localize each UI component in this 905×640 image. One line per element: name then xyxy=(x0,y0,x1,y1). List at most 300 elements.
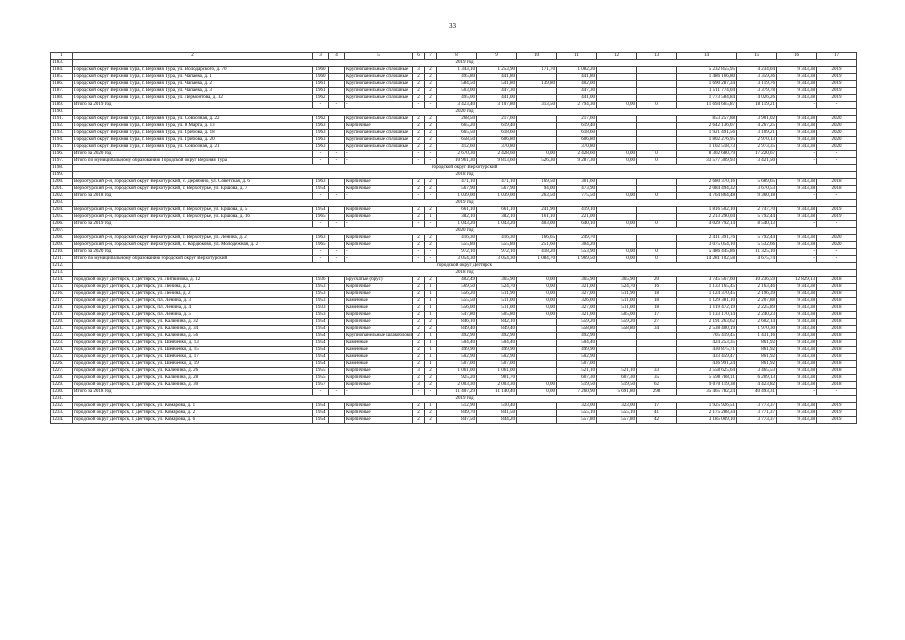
table-cell: 2 xyxy=(413,326,425,333)
table-cell: 419,10 xyxy=(557,207,597,214)
table-cell: 1954 xyxy=(313,319,329,326)
table-cell: 9 343,38 xyxy=(777,242,817,249)
table-cell: 441,00 xyxy=(557,95,597,102)
table-cell: городской округ Дегтярск, г. Дегтярск, ул. Литвинова, д. 12 xyxy=(73,277,313,284)
table-cell: 2 xyxy=(413,319,425,326)
table-row xyxy=(51,410,857,417)
table-cell: 365,90 xyxy=(557,277,597,284)
table-cell: - xyxy=(329,158,345,165)
table-cell: 3 901,02 xyxy=(737,116,777,123)
table-cell: 1 133 170,14 xyxy=(677,312,737,319)
table-cell: 2 xyxy=(413,130,425,137)
section-title: 2018 год xyxy=(73,270,857,277)
table-cell: 665,20 xyxy=(437,123,477,130)
table-cell: 2 207,88 xyxy=(737,298,777,305)
table-cell xyxy=(597,186,637,193)
table-row xyxy=(51,347,857,354)
table-cell: 4 423,82 xyxy=(737,382,777,389)
table-cell: 2 xyxy=(413,74,425,81)
table-cell: 18 xyxy=(637,291,677,298)
table-cell: 2 xyxy=(425,74,437,81)
table-cell: - xyxy=(817,158,857,165)
column-number-cell: 4 xyxy=(329,53,345,60)
table-cell: 2018 xyxy=(817,312,857,319)
table-cell: городской округ Дегтярск, г. Дегтярск, ул. Калинина, д. 34 xyxy=(73,326,313,333)
table-cell xyxy=(517,361,557,368)
table-cell: 0 xyxy=(637,249,677,256)
table-cell: 705 419,45 xyxy=(677,333,737,340)
table-cell xyxy=(329,88,345,95)
table-cell: 0,00 xyxy=(597,158,637,165)
table-cell xyxy=(637,347,677,354)
table-cell: 4 764 864,48 xyxy=(677,193,737,200)
column-number-cell: 2 xyxy=(73,53,313,60)
table-cell: - xyxy=(413,389,425,396)
table-cell: 18 xyxy=(637,305,677,312)
table-cell xyxy=(517,368,557,375)
table-cell xyxy=(329,347,345,354)
table-cell xyxy=(329,179,345,186)
table-cell xyxy=(597,340,637,347)
table-cell: 567,90 xyxy=(437,186,477,193)
table-cell: 1954 xyxy=(313,340,329,347)
table-cell: 2019 xyxy=(817,403,857,410)
table-cell: 34 xyxy=(637,326,677,333)
table-cell: 2 xyxy=(425,179,437,186)
table-cell: 1222. xyxy=(51,333,73,340)
table-cell: 1 802 276,95 xyxy=(677,137,737,144)
table-cell: 2018 xyxy=(817,326,857,333)
table-cell: 9 343,38 xyxy=(777,417,817,424)
table-cell: - xyxy=(425,249,437,256)
table-cell: 2 xyxy=(413,340,425,347)
column-number-cell: 3 xyxy=(313,53,329,60)
table-cell: 1193. xyxy=(51,130,73,137)
table-cell: 1196. xyxy=(51,151,73,158)
row-number: 1207. xyxy=(51,228,73,235)
table-cell: 499,90 xyxy=(477,347,517,354)
table-cell: 9 343,38 xyxy=(777,305,817,312)
table-cell: 1229. xyxy=(51,382,73,389)
table-row xyxy=(51,368,857,375)
table-cell: 1211. xyxy=(51,256,73,263)
table-cell xyxy=(329,375,345,382)
table-cell: 495,80 xyxy=(437,74,477,81)
table-row xyxy=(51,193,857,200)
table-cell: 3 773,37 xyxy=(737,417,777,424)
table-cell xyxy=(517,74,557,81)
table-cell: 1228. xyxy=(51,375,73,382)
table-cell: 2 xyxy=(413,214,425,221)
table-cell: Крупнопанельные сплошные xyxy=(345,74,413,81)
table-cell: 505,80 xyxy=(477,312,517,319)
table-cell xyxy=(637,130,677,137)
table-cell: - xyxy=(313,151,329,158)
table-cell: 1954 xyxy=(313,354,329,361)
table-cell: 1954 xyxy=(313,361,329,368)
table-cell: 3 054,30 xyxy=(477,256,517,263)
table-cell: 2 794,30 xyxy=(557,102,597,109)
table-cell: - xyxy=(345,249,413,256)
table-row xyxy=(51,256,857,263)
table-cell: 424 253,35 xyxy=(677,340,737,347)
table-cell: 2019 xyxy=(817,207,857,214)
table-cell: 9 343,38 xyxy=(777,186,817,193)
table-cell: 441,00 xyxy=(477,95,517,102)
table-cell: Каменные xyxy=(345,340,413,347)
table-cell: 847,50 xyxy=(437,417,477,424)
table-cell: Верхотурский р-н, городской округ Верхотурский, с. Дерябино, ул. Советская, д. 6 xyxy=(73,179,313,186)
table-cell: 2 003,30 xyxy=(437,382,477,389)
table-cell xyxy=(637,214,677,221)
table-cell: Кирпичные xyxy=(345,312,413,319)
table-cell: 2 xyxy=(413,298,425,305)
table-cell: городской округ Дегтярск, г. Дегтярск, ул. Калинина, д. 30 xyxy=(73,382,313,389)
section-row xyxy=(51,60,857,67)
table-cell: 2 240,23 xyxy=(737,312,777,319)
table-cell: - xyxy=(329,151,345,158)
table-cell: Каменные xyxy=(345,298,413,305)
table-cell: 0,00 xyxy=(517,284,557,291)
table-cell: 1953 xyxy=(313,298,329,305)
table-cell: 169,50 xyxy=(517,179,557,186)
table-cell: - xyxy=(313,389,329,396)
row-number: 1198. xyxy=(51,165,73,172)
table-cell: 2 xyxy=(425,123,437,130)
table-cell xyxy=(329,74,345,81)
table-cell: 2 084 494,32 xyxy=(677,186,737,193)
table-cell: 1186. xyxy=(51,81,73,88)
table-cell: городской округ Дегтярск, г. Дегтярск, пл. Ленина, д. 5 xyxy=(73,312,313,319)
table-cell: Городской округ Верхняя Тура, г. Верхняя Тура, ул. Чапаева, д. 2 xyxy=(73,81,313,88)
section-row xyxy=(51,228,857,235)
table-cell: 521,10 xyxy=(597,368,637,375)
table-cell: 1230. xyxy=(51,389,73,396)
table-cell: 4 267,25 xyxy=(737,123,777,130)
table-cell: 0,00 xyxy=(517,389,557,396)
table-cell: 1220. xyxy=(51,319,73,326)
table-cell: 524,70 xyxy=(597,284,637,291)
column-number-row xyxy=(51,53,857,60)
table-row xyxy=(51,74,857,81)
table-cell: 526,30 xyxy=(517,158,557,165)
table-cell: 16 xyxy=(637,284,677,291)
table-row xyxy=(51,88,857,95)
table-cell xyxy=(329,312,345,319)
column-number-cell: 17 xyxy=(817,53,857,60)
table-cell: 33 xyxy=(637,368,677,375)
table-cell: 4 675,74 xyxy=(737,256,777,263)
table-cell: 0,00 xyxy=(597,193,637,200)
table-cell: - xyxy=(817,193,857,200)
row-number: 1213. xyxy=(51,270,73,277)
table-cell: Кирпичные xyxy=(345,319,413,326)
table-cell: 42 xyxy=(637,417,677,424)
section-row xyxy=(51,165,857,172)
column-number-cell: 13 xyxy=(637,53,677,60)
table-cell: городской округ Дегтярск, г. Дегтярск, ул. Шевченко, д. 19 xyxy=(73,361,313,368)
table-cell: 2 175 288,34 xyxy=(677,410,737,417)
table-cell: 1 xyxy=(425,361,437,368)
table-cell: 2018 xyxy=(817,186,857,193)
table-cell: - xyxy=(345,221,413,228)
table-cell: 972,10 xyxy=(437,249,477,256)
table-cell: Крупнопанельные сплошные xyxy=(345,137,413,144)
table-cell: 1 xyxy=(425,340,437,347)
table-cell: Городской округ Верхняя Тура, г. Верхняя Тура, ул. Чапаева, д. 3 xyxy=(73,88,313,95)
table-cell: 2 003,30 xyxy=(477,382,517,389)
table-cell: 402,00 xyxy=(557,81,597,88)
table-cell: 9 343,38 xyxy=(777,179,817,186)
table-cell: 20 xyxy=(637,277,677,284)
table-cell: 3 xyxy=(413,368,425,375)
table-cell xyxy=(597,361,637,368)
table-cell: 507,00 xyxy=(437,361,477,368)
table-cell: 492,90 xyxy=(557,333,597,340)
table-cell: 2 xyxy=(413,235,425,242)
table-cell xyxy=(517,354,557,361)
table-cell: 382,10 xyxy=(437,214,477,221)
table-cell: Городской округ Верхняя Тура, г. Верхняя Тура, ул. Грибова, д. 20 xyxy=(73,137,313,144)
table-cell: 471,10 xyxy=(477,179,517,186)
table-cell: 7 260,90 xyxy=(557,389,597,396)
table-cell: Кирпичные xyxy=(345,207,413,214)
table-cell xyxy=(329,144,345,151)
table-cell: 94,00 xyxy=(517,186,557,193)
table-cell: Крупнопанельные сплошные xyxy=(345,67,413,74)
table-row xyxy=(51,67,857,74)
table-cell: 2 213 290,04 xyxy=(677,214,737,221)
row-number: 1203. xyxy=(51,200,73,207)
table-row xyxy=(51,326,857,333)
table-cell: 9 343,38 xyxy=(777,123,817,130)
table-cell: Городской округ Верхняя Тура, г. Верхняя Тура, ул. Совхозная, д. 21 xyxy=(73,144,313,151)
table-cell: 2019 xyxy=(817,214,857,221)
table-row xyxy=(51,144,857,151)
table-cell: 1208. xyxy=(51,235,73,242)
row-number: 1212. xyxy=(51,263,73,270)
table-cell: 1 133 165,45 xyxy=(677,284,737,291)
table-cell: 2 xyxy=(413,417,425,424)
table-cell: 2019 xyxy=(817,95,857,102)
table-cell: 1187. xyxy=(51,88,73,95)
table-cell: 2018 xyxy=(817,361,857,368)
table-cell: 1 061,00 xyxy=(477,368,517,375)
table-cell: - xyxy=(329,193,345,200)
table-row xyxy=(51,305,857,312)
section-row xyxy=(51,109,857,116)
table-cell xyxy=(329,67,345,74)
table-cell: 541,80 xyxy=(477,81,517,88)
table-cell: 1 511 774,04 xyxy=(677,88,737,95)
table-cell xyxy=(637,354,677,361)
table-cell: Крупнопанельные шлакоблоки xyxy=(346,333,412,338)
table-cell xyxy=(597,144,637,151)
table-cell xyxy=(637,137,677,144)
table-cell: 1955 xyxy=(313,368,329,375)
table-cell: 2018 xyxy=(817,368,857,375)
table-cell: 221,00 xyxy=(557,214,597,221)
table-cell: 1963 xyxy=(313,137,329,144)
table-cell: 9 813,60 xyxy=(477,158,517,165)
section-row xyxy=(51,270,857,277)
table-cell xyxy=(329,242,345,249)
table-cell: 584,50 xyxy=(437,81,477,88)
table-cell: 1 925 926,51 xyxy=(677,403,737,410)
table-cell: 1194. xyxy=(51,137,73,144)
table-cell: 2020 xyxy=(817,130,857,137)
table-cell: Итого за 2019 год xyxy=(73,221,313,228)
section-row xyxy=(51,200,857,207)
table-cell: 1223. xyxy=(51,340,73,347)
table-cell: 0,00 xyxy=(597,151,637,158)
table-cell: 606,80 xyxy=(477,137,517,144)
table-cell: 619,40 xyxy=(557,123,597,130)
table-cell: 1 039,00 xyxy=(437,193,477,200)
table-cell: 3 xyxy=(413,382,425,389)
table-cell: 511,00 xyxy=(597,298,637,305)
table-cell: 11 694 665,87 xyxy=(677,102,737,109)
table-cell: 1215. xyxy=(51,284,73,291)
table-cell xyxy=(597,137,637,144)
table-cell: 1 xyxy=(425,354,437,361)
table-cell: 2 xyxy=(425,382,437,389)
table-cell xyxy=(517,347,557,354)
table-cell xyxy=(517,403,557,410)
table-cell: - xyxy=(425,151,437,158)
table-cell: 1962 xyxy=(313,116,329,123)
table-cell: 1234. xyxy=(51,417,73,424)
table-cell: 5 691,80 xyxy=(597,389,637,396)
table-cell: - xyxy=(425,389,437,396)
table-cell: 263,50 xyxy=(517,193,557,200)
table-cell: Верхотурский р-н, городской округ Верхотурский, с. Кордюково, ул. Молодежная, д. 2 xyxy=(73,242,313,249)
table-cell: 2 670,30 xyxy=(437,151,477,158)
table-cell: 1 124 370,45 xyxy=(677,291,737,298)
table-cell: 1953 xyxy=(313,312,329,319)
table-cell xyxy=(329,235,345,242)
table-cell xyxy=(597,95,637,102)
table-cell: 2 xyxy=(425,319,437,326)
table-cell: 1 431,16 xyxy=(737,333,777,340)
table-cell: 17 220,67 xyxy=(737,151,777,158)
table-cell: Каменные xyxy=(345,305,413,312)
table-cell: 9 343,38 xyxy=(777,403,817,410)
table-cell: 2 xyxy=(413,305,425,312)
table-cell: Кирпичные xyxy=(345,326,413,333)
table-cell: 1218. xyxy=(51,305,73,312)
table-cell: 521,10 xyxy=(557,368,597,375)
table-row xyxy=(51,158,857,165)
table-cell: - xyxy=(413,249,425,256)
table-cell: 35 465 782,24 xyxy=(677,389,737,396)
table-cell: 9 343,38 xyxy=(777,361,817,368)
table-cell: - xyxy=(329,102,345,109)
table-cell: 5 792,44 xyxy=(737,235,777,242)
table-cell: 1962 xyxy=(313,95,329,102)
table-cell xyxy=(329,291,345,298)
table-row xyxy=(51,277,857,284)
table-cell: 1 921 491,56 xyxy=(677,130,737,137)
table-cell: 2 973,35 xyxy=(737,144,777,151)
table-cell: 321,00 xyxy=(557,284,597,291)
table-cell: 365,90 xyxy=(597,277,637,284)
table-cell: 2 538 400,19 xyxy=(677,326,737,333)
table-cell: 2020 xyxy=(817,235,857,242)
table-cell: Городской округ Верхняя Тура, г. Верхняя Тура, ул. 8 Марта, д. 13 xyxy=(73,123,313,130)
table-cell: 846,10 xyxy=(437,319,477,326)
table-cell: 849,40 xyxy=(477,326,517,333)
table-cell: 555,80 xyxy=(437,242,477,249)
table-cell: Кирпичные xyxy=(345,382,413,389)
table-cell xyxy=(329,319,345,326)
table-cell: - xyxy=(777,221,817,228)
table-cell: 433 459,47 xyxy=(677,354,737,361)
table-cell xyxy=(597,347,637,354)
table-cell xyxy=(329,277,345,284)
table-cell: Кирпичные xyxy=(345,284,413,291)
table-cell: 2 xyxy=(413,347,425,354)
table-cell: 11 140,40 xyxy=(477,389,517,396)
table-cell: 1954 xyxy=(313,410,329,417)
table-cell: 558,80 xyxy=(557,326,597,333)
table-row xyxy=(51,284,857,291)
table-cell: 1233. xyxy=(51,410,73,417)
table-cell: 304,20 xyxy=(557,242,597,249)
row-number: 1190. xyxy=(51,109,73,116)
table-cell xyxy=(329,417,345,424)
table-cell: - xyxy=(777,151,817,158)
table-cell: 0,00 xyxy=(597,102,637,109)
table-cell: 2 xyxy=(413,179,425,186)
table-cell: 569,50 xyxy=(437,284,477,291)
table-cell: 217,60 xyxy=(477,116,517,123)
table-cell: 0,00 xyxy=(517,291,557,298)
table-cell xyxy=(517,130,557,137)
table-cell xyxy=(329,130,345,137)
table-cell: 4 026,26 xyxy=(737,95,777,102)
table-cell: 2018 xyxy=(817,354,857,361)
table-row xyxy=(51,291,857,298)
table-cell xyxy=(597,242,637,249)
table-row xyxy=(51,123,857,130)
table-cell: 2 xyxy=(425,81,437,88)
table-cell: 524,70 xyxy=(477,284,517,291)
table-row xyxy=(51,179,857,186)
table-cell: 1221. xyxy=(51,326,73,333)
table-cell: 1202. xyxy=(51,193,73,200)
table-cell: городской округ Дегтярск, г. Дегтярск, ул. Калинина, д. 32 xyxy=(73,319,313,326)
table-cell: городской округ Дегтярск, г. Дегтярск, ул. Ленина, д. 2 xyxy=(73,291,313,298)
table-cell: городской округ Дегтярск, г. Дегтярск, ул. Шевченко, д. 13 xyxy=(73,340,313,347)
table-cell: - xyxy=(817,249,857,256)
table-cell xyxy=(597,116,637,123)
table-cell: - xyxy=(777,256,817,263)
table-cell xyxy=(597,88,637,95)
section-title: 2020 год xyxy=(73,109,857,116)
table-cell: 18 xyxy=(637,298,677,305)
table-cell: 8 302 680,79 xyxy=(677,151,737,158)
table-cell: 0,00 xyxy=(597,221,637,228)
table-cell: 1 816 502,10 xyxy=(677,207,737,214)
table-cell: 1 082,20 xyxy=(557,67,597,74)
table-row xyxy=(51,389,857,396)
table-cell: 2018 xyxy=(817,291,857,298)
table-row xyxy=(51,298,857,305)
table-cell: 9 343,38 xyxy=(777,95,817,102)
table-cell: 298 xyxy=(637,389,677,396)
table-cell: 2 xyxy=(413,207,425,214)
